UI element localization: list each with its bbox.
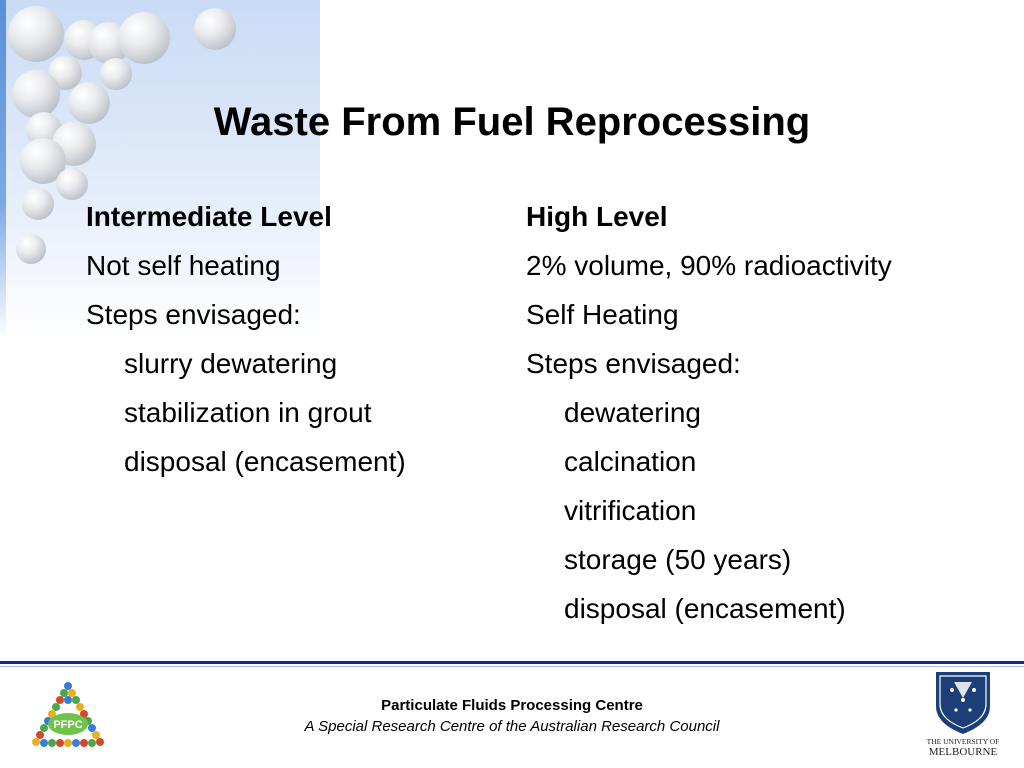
high-level-column bbox=[526, 192, 892, 633]
uom-logo-line1: THE UNIVERSITY OF bbox=[926, 737, 1000, 746]
bubble-decoration bbox=[100, 58, 132, 90]
footer-divider bbox=[0, 661, 1024, 664]
pfpc-logo-text: PFPC bbox=[53, 719, 83, 731]
university-of-melbourne-logo bbox=[920, 668, 1006, 758]
column-line: Steps envisaged: bbox=[86, 299, 301, 330]
step-item: vitrification bbox=[564, 495, 697, 526]
column-line: 2% volume, 90% radioactivity bbox=[526, 250, 892, 281]
bubble-decoration bbox=[56, 168, 88, 200]
bubble-decoration bbox=[16, 234, 46, 264]
step-item: disposal (encasement) bbox=[564, 593, 846, 624]
footer-divider-thin bbox=[0, 666, 1024, 667]
uom-logo-line2: MELBOURNE bbox=[928, 746, 998, 758]
footer bbox=[0, 695, 1024, 737]
column-line: Self Heating bbox=[526, 299, 679, 330]
column-line: Not self heating bbox=[86, 250, 281, 281]
column-heading: High Level bbox=[526, 201, 668, 232]
step-item: disposal (encasement) bbox=[124, 446, 406, 477]
step-item: storage (50 years) bbox=[564, 544, 792, 575]
step-item: stabilization in grout bbox=[124, 397, 372, 428]
bubble-decoration bbox=[194, 8, 236, 50]
step-item: slurry dewatering bbox=[124, 348, 338, 379]
column-line: Steps envisaged: bbox=[526, 348, 741, 379]
step-item: calcination bbox=[564, 446, 697, 477]
bubble-decoration bbox=[8, 6, 64, 62]
column-heading: Intermediate Level bbox=[86, 201, 332, 232]
footer-organization: Particulate Fluids Processing Centre bbox=[381, 697, 643, 714]
step-item: dewatering bbox=[564, 397, 701, 428]
slide-title: Waste From Fuel Reprocessing bbox=[213, 100, 811, 144]
footer-subtitle: A Special Research Centre of the Australian Research Council bbox=[304, 718, 720, 735]
bubble-decoration bbox=[22, 188, 54, 220]
decorative-edge bbox=[0, 0, 6, 340]
crest-shield-icon bbox=[936, 672, 990, 734]
intermediate-level-column bbox=[86, 192, 406, 486]
bubble-decoration bbox=[118, 12, 170, 64]
